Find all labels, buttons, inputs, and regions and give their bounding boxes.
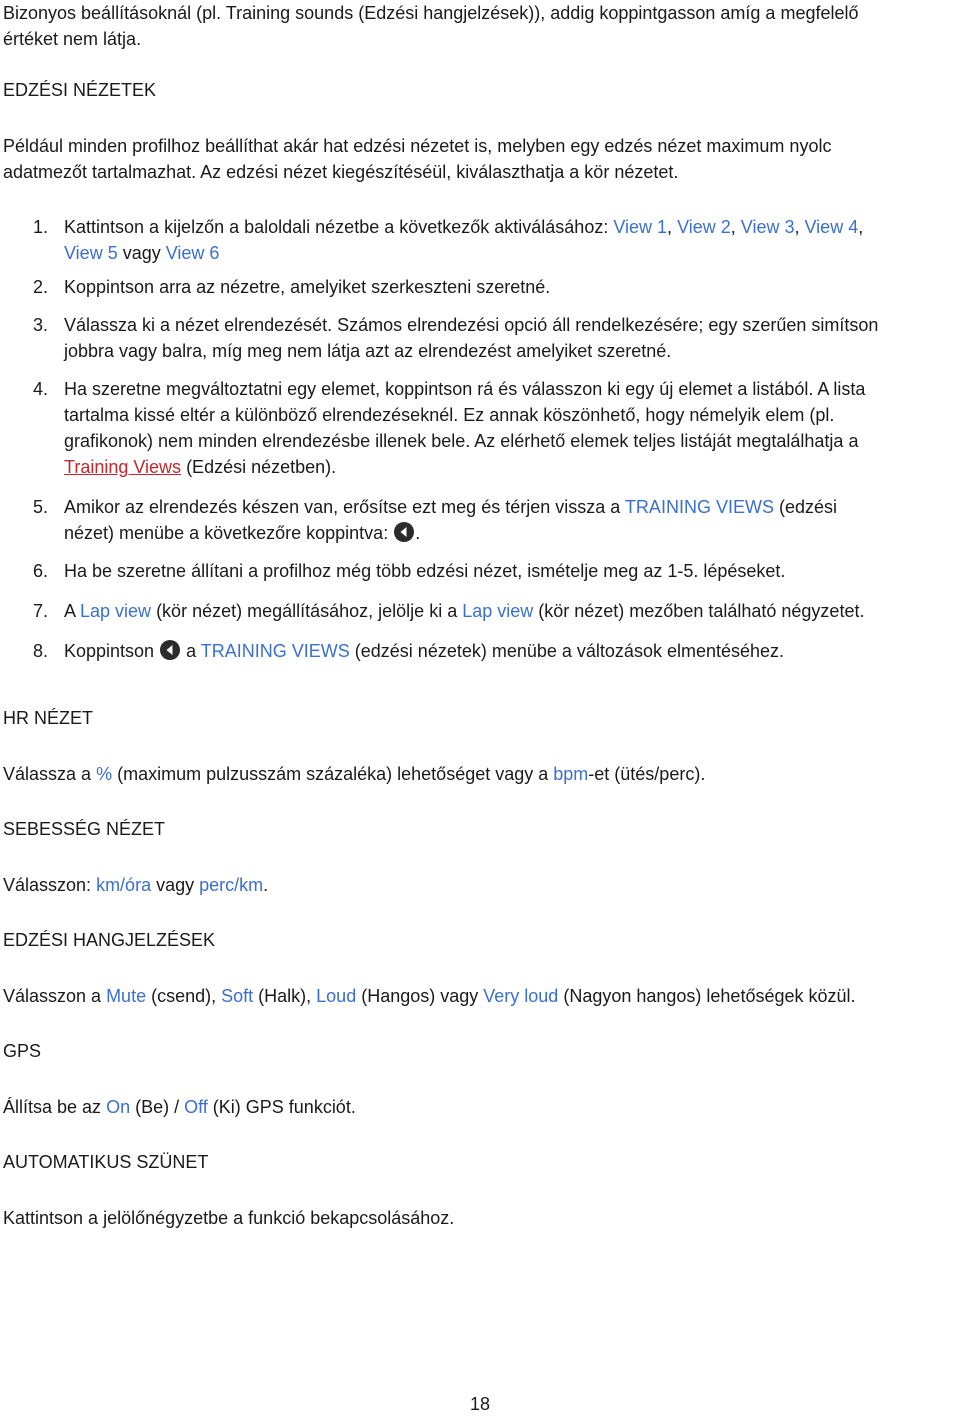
step-text-line-1: Ha szeretne megváltoztatni egy elemet, koppintson rá és válasszon ki egy új elemet a listából. A lista [64,379,866,399]
lap-view-label: Lap view [80,601,152,621]
step-text: Koppintson [64,641,160,661]
conjunction: vagy [117,243,166,263]
step-text: Amikor az elrendezés készen van, erősítse ezt meg és térjen vissza a [64,497,625,517]
hr-text: -et (ütés/perc). [588,764,706,784]
step-text-middle: (kör nézet) megállításához, jelölje ki a [151,601,463,621]
speed-text: . [263,875,269,895]
kmh-option: km/óra [96,875,152,895]
separator: , [794,217,805,237]
step-1 [3,214,958,266]
sounds-text: (csend), [146,986,222,1006]
step-5 [3,494,958,546]
training-views-steps [3,214,958,664]
soft-option: Soft [221,986,254,1006]
loud-option: Loud [316,986,357,1006]
step-text-after-link: (Edzési nézetben). [181,457,337,477]
sounds-text: (Hangos) vagy [356,986,484,1006]
training-views-line-1: Például minden profilhoz beállíthat akár hat edzési nézetet is, melyben egy edzés nézet maximum nyolc [3,136,832,156]
step-7 [3,598,958,624]
view-3-label: View 3 [740,217,795,237]
step-number: 7. [33,601,49,621]
step-text-line-1: Válassza ki a nézet elrendezését. Számos elrendezési opció áll rendelkezésére; egy szerűen simítson [64,315,879,335]
hr-text: Válassza a [3,764,97,784]
hr-view-paragraph [3,761,705,787]
sounds-text: (Halk), [253,986,317,1006]
view-4-label: View 4 [804,217,859,237]
step-number: 5. [33,497,49,517]
view-1-label: View 1 [613,217,668,237]
intro-line-1: Bizonyos beállításoknál (pl. Training sounds (Edzési hangjelzések)), addig koppintgasson amíg a megfelelő [3,3,859,23]
gps-off-option: Off [184,1097,208,1117]
step-text: Koppintson arra az nézetre, amelyiket szerkeszteni szeretné. [64,277,551,297]
gps-text: Állítsa be az [3,1097,107,1117]
step-3 [3,312,958,364]
gps-text: (Ki) GPS funkciót. [207,1097,356,1117]
very-loud-option: Very loud [483,986,559,1006]
punctuation: . [415,523,421,543]
training-views-menu-label: TRAINING VIEWS [624,497,774,517]
step-text-tail: (edzési nézetek) menübe a változások elmentéséhez. [349,641,785,661]
view-6-label: View 6 [165,243,220,263]
step-text-tail: (edzési [773,497,837,517]
step-4 [3,376,958,480]
gps-paragraph [3,1094,356,1120]
intro-paragraph [3,0,859,52]
view-2-label: View 2 [677,217,731,237]
view-5-label: View 5 [64,243,118,263]
separator: , [858,217,864,237]
back-arrow-circle-icon [393,521,415,543]
section-heading-speed-view: SEBESSÉG NÉZET [3,819,166,839]
step-text-middle: a [181,641,201,661]
separator: , [667,217,678,237]
step-number: 2. [33,277,49,297]
training-views-paragraph [3,133,831,185]
training-views-menu-label: TRAINING VIEWS [200,641,350,661]
step-number: 4. [33,379,49,399]
speed-view-paragraph [3,872,268,898]
gps-on-option: On [106,1097,131,1117]
section-heading-gps: GPS [3,1041,42,1061]
section-heading-auto-pause: AUTOMATIKUS SZÜNET [3,1152,209,1172]
step-number: 6. [33,561,49,581]
mute-option: Mute [106,986,147,1006]
step-text-tail: (kör nézet) mezőben található négyzetet. [533,601,865,621]
training-sounds-paragraph [3,983,856,1009]
auto-pause-paragraph: Kattintson a jelölőnégyzetbe a funkció bekapcsolásához. [3,1208,455,1228]
separator: , [730,217,741,237]
speed-text: vagy [151,875,200,895]
step-text-line-2: jobbra vagy balra, míg meg nem látja azt az elrendezést amelyiket szeretné. [64,341,672,361]
step-text-line-2: tartalma kissé eltér a különböző elrendezéseknél. Ez annak köszönhető, hogy némelyik elem (pl. [64,405,835,425]
training-views-line-2: adatmezőt tartalmazhat. Az edzési nézet kiegészítéséül, kiválaszthatja a kör nézetet. [3,162,679,182]
section-heading-training-views: EDZÉSI NÉZETEK [3,80,157,100]
lap-view-label: Lap view [462,601,534,621]
pace-option: perc/km [199,875,264,895]
section-heading-training-sounds: EDZÉSI HANGJELZÉSEK [3,930,216,950]
step-text: Ha be szeretne állítani a profilhoz még több edzési nézet, ismételje meg az 1-5. lépéseket. [64,561,786,581]
step-text: Kattintson a kijelzőn a baloldali nézetbe a következők aktiválásához: [64,217,614,237]
step-text-line-2: nézet) menübe a következőre koppintva: [64,523,394,543]
gps-text: (Be) / [130,1097,185,1117]
sounds-text: Válasszon a [3,986,107,1006]
step-number: 3. [33,315,49,335]
step-number: 1. [33,217,49,237]
step-6 [3,558,958,584]
section-heading-hr-view: HR NÉZET [3,708,93,728]
step-8 [3,638,958,664]
percent-option: % [96,764,113,784]
back-arrow-circle-icon [159,639,181,661]
step-2 [3,274,958,300]
step-text-line-3: grafikonok) nem minden elrendezésbe illenek bele. Az elérhető elemek teljes listáját megtalálhatja a [64,431,859,451]
speed-text: Válasszon: [3,875,97,895]
intro-line-2: értéket nem látja. [3,29,142,49]
step-number: 8. [33,641,49,661]
step-text: A [64,601,81,621]
page-number: 18 [470,1394,491,1414]
hr-text: (maximum pulzusszám százaléka) lehetőséget vagy a [112,764,554,784]
training-views-link[interactable]: Training Views [64,457,182,477]
sounds-text: (Nagyon hangos) lehetőségek közül. [558,986,856,1006]
bpm-option: bpm [553,764,589,784]
